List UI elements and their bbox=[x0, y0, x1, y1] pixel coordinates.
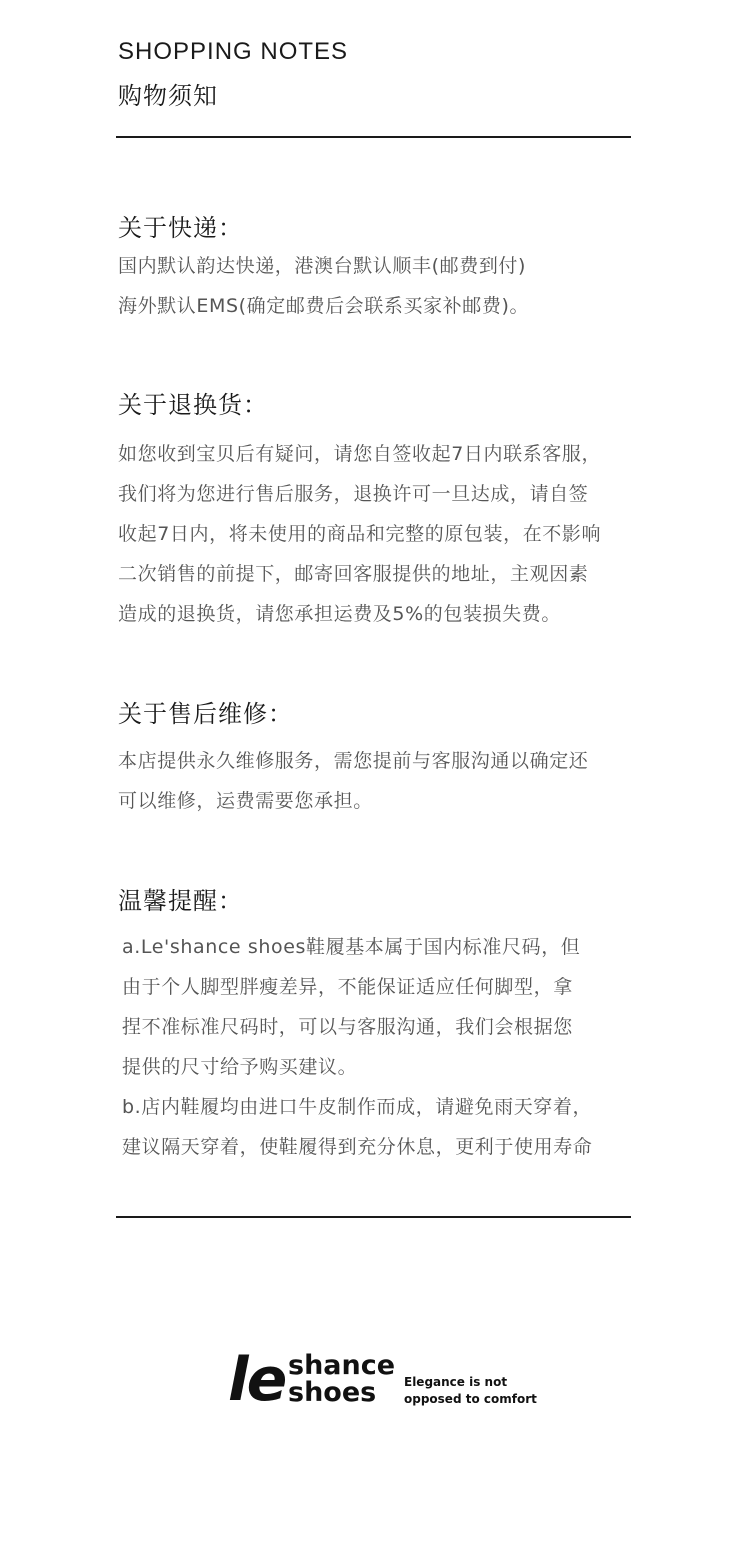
text-line: a.Le'shance shoes鞋履基本属于国内标准尺码，但 bbox=[122, 936, 581, 958]
tagline-line-2: opposed to comfort bbox=[404, 1392, 537, 1406]
logo-word-shoes: shoes bbox=[288, 1377, 377, 1408]
section-title-shipping: 关于快递： bbox=[118, 214, 243, 242]
text-line: 海外默认EMS(确定邮费后会联系买家补邮费)。 bbox=[118, 295, 530, 317]
tagline-line-1: Elegance is not bbox=[404, 1375, 508, 1389]
text-line: 建议隔天穿着，使鞋履得到充分休息，更利于使用寿命 bbox=[122, 1136, 593, 1158]
brand-logo bbox=[228, 1345, 558, 1420]
text-line: 捏不准标准尺码时，可以与客服沟通，我们会根据您 bbox=[122, 1016, 573, 1038]
section-title-repair: 关于售后维修： bbox=[118, 700, 293, 728]
section-body-returns bbox=[118, 434, 648, 634]
text-line: b.店内鞋履均由进口牛皮制作而成，请避免雨天穿着， bbox=[122, 1096, 593, 1118]
text-line: 本店提供永久维修服务，需您提前与客服沟通以确定还 bbox=[118, 750, 589, 772]
page-title-zh: 购物须知 bbox=[118, 82, 218, 110]
section-body-shipping bbox=[118, 246, 648, 326]
text-line: 二次销售的前提下，邮寄回客服提供的地址，主观因素 bbox=[118, 563, 589, 585]
text-line: 提供的尺寸给予购买建议。 bbox=[122, 1056, 358, 1078]
logo-mark: le bbox=[228, 1345, 286, 1415]
text-line: 造成的退换货，请您承担运费及5%的包装损失费。 bbox=[118, 603, 561, 625]
text-line: 由于个人脚型胖瘦差异，不能保证适应任何脚型，拿 bbox=[122, 976, 573, 998]
text-line: 收起7日内，将未使用的商品和完整的原包装，在不影响 bbox=[118, 523, 602, 545]
bottom-divider bbox=[116, 1216, 631, 1218]
text-line: 如您收到宝贝后有疑问，请您自签收起7日内联系客服， bbox=[118, 443, 602, 465]
section-title-returns: 关于退换货： bbox=[118, 391, 268, 419]
text-line: 可以维修，运费需要您承担。 bbox=[118, 790, 373, 812]
logo-word-shance: shance bbox=[288, 1350, 396, 1381]
text-line: 我们将为您进行售后服务，退换许可一旦达成，请自签 bbox=[118, 483, 589, 505]
top-divider bbox=[116, 136, 631, 138]
section-body-tips bbox=[122, 927, 652, 1167]
text-line: 国内默认韵达快递，港澳台默认顺丰(邮费到付) bbox=[118, 255, 527, 277]
logo-wordmark bbox=[288, 1352, 395, 1406]
section-title-tips: 温馨提醒： bbox=[118, 887, 243, 915]
page-title-en: SHOPPING NOTES bbox=[118, 38, 349, 65]
section-body-repair bbox=[118, 741, 648, 821]
logo-tagline bbox=[404, 1374, 537, 1408]
